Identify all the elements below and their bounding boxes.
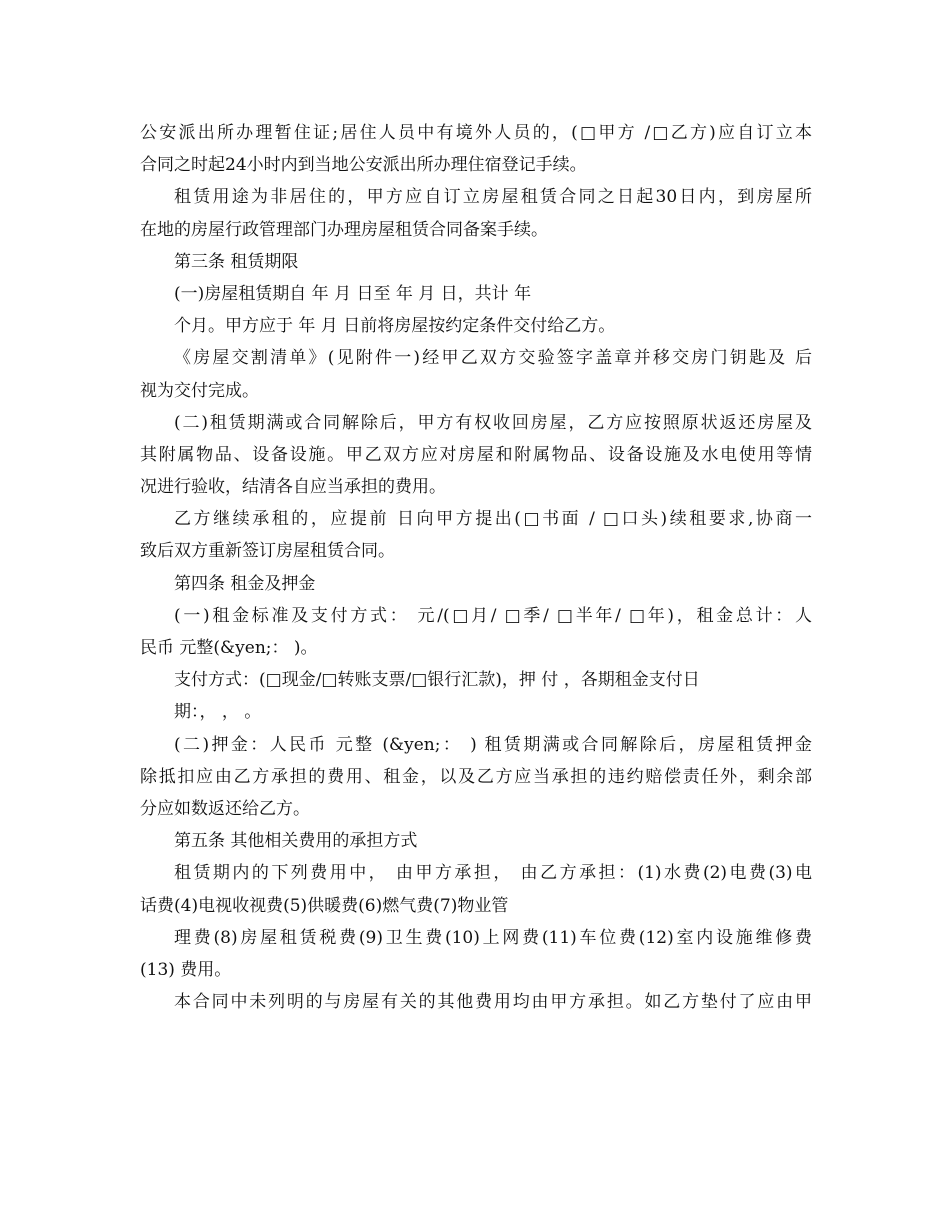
document-line: 乙方继续承租的，应提前 日向甲方提出(□书面 / □口头)续租要求,协商一 — [174, 509, 812, 530]
document-line: 个月。甲方应于 年 月 日前将房屋按约定条件交付给乙方。 — [174, 316, 616, 337]
document-line: 租赁期内的下列费用中， 由甲方承担， 由乙方承担：(1)水费(2)电费(3)电 — [174, 863, 812, 884]
document-line: (二)押金：人民币 元整 (&yen;： ) 租赁期满或合同解除后，房屋租赁押金 — [174, 734, 812, 755]
document-line: (一)租金标准及支付方式： 元/(□月/ □季/ □半年/ □年)，租金总计：人 — [174, 605, 812, 626]
document-line: 租赁用途为非居住的，甲方应自订立房屋租赁合同之日起30日内，到房屋所 — [174, 187, 812, 208]
document-line: 支付方式：(□现金/□转账支票/□银行汇款)，押 付 ，各期租金支付日 — [174, 670, 700, 691]
document-line: (一)房屋租赁期自 年 月 日至 年 月 日，共计 年 — [174, 283, 532, 304]
document-line: 合同之时起24小时内到当地公安派出所办理住宿登记手续。 — [140, 155, 587, 176]
document-line: 视为交付完成。 — [140, 380, 259, 401]
document-line: 在地的房屋行政管理部门办理房屋租赁合同备案手续。 — [140, 219, 548, 240]
document-line: 况进行验收，结清各自应当承担的费用。 — [140, 477, 446, 498]
document-line: 除抵扣应由乙方承担的费用、租金，以及乙方应当承担的违约赔偿责任外，剩余部 — [140, 766, 812, 787]
document-line: 第五条 其他相关费用的承担方式 — [174, 831, 418, 852]
document-line: 分应如数返还给乙方。 — [140, 798, 310, 819]
document-line: 《房屋交割清单》(见附件一)经甲乙双方交验签字盖章并移交房门钥匙及 后 — [174, 348, 812, 369]
document-line: 第三条 租赁期限 — [174, 251, 299, 272]
document-line: 公安派出所办理暂住证;居住人员中有境外人员的，(□甲方 /□乙方)应自订立本 — [140, 123, 812, 143]
document-line: 民币 元整(&yen;： )。 — [140, 638, 318, 658]
document-line: 理费(8)房屋租赁税费(9)卫生费(10)上网费(11)车位费(12)室内设施维修费 — [174, 927, 812, 948]
document-line: (13) 费用。 — [140, 959, 232, 980]
document-line: 第四条 租金及押金 — [174, 573, 316, 594]
document-line: 其附属物品、设备设施。甲乙双方应对房屋和附属物品、设备设施及水电使用等情 — [140, 444, 812, 465]
document-line: (二)租赁期满或合同解除后，甲方有权收回房屋，乙方应按照原状返还房屋及 — [174, 412, 812, 433]
document-line: 本合同中未列明的与房屋有关的其他费用均由甲方承担。如乙方垫付了应由甲 — [174, 992, 812, 1013]
document-body — [140, 117, 812, 1018]
document-line: 致后双方重新签订房屋租赁合同。 — [140, 541, 395, 562]
document-line: 期：， ， 。 — [174, 702, 262, 723]
document-line: 话费(4)电视收视费(5)供暖费(6)燃气费(7)物业管 — [140, 895, 509, 916]
